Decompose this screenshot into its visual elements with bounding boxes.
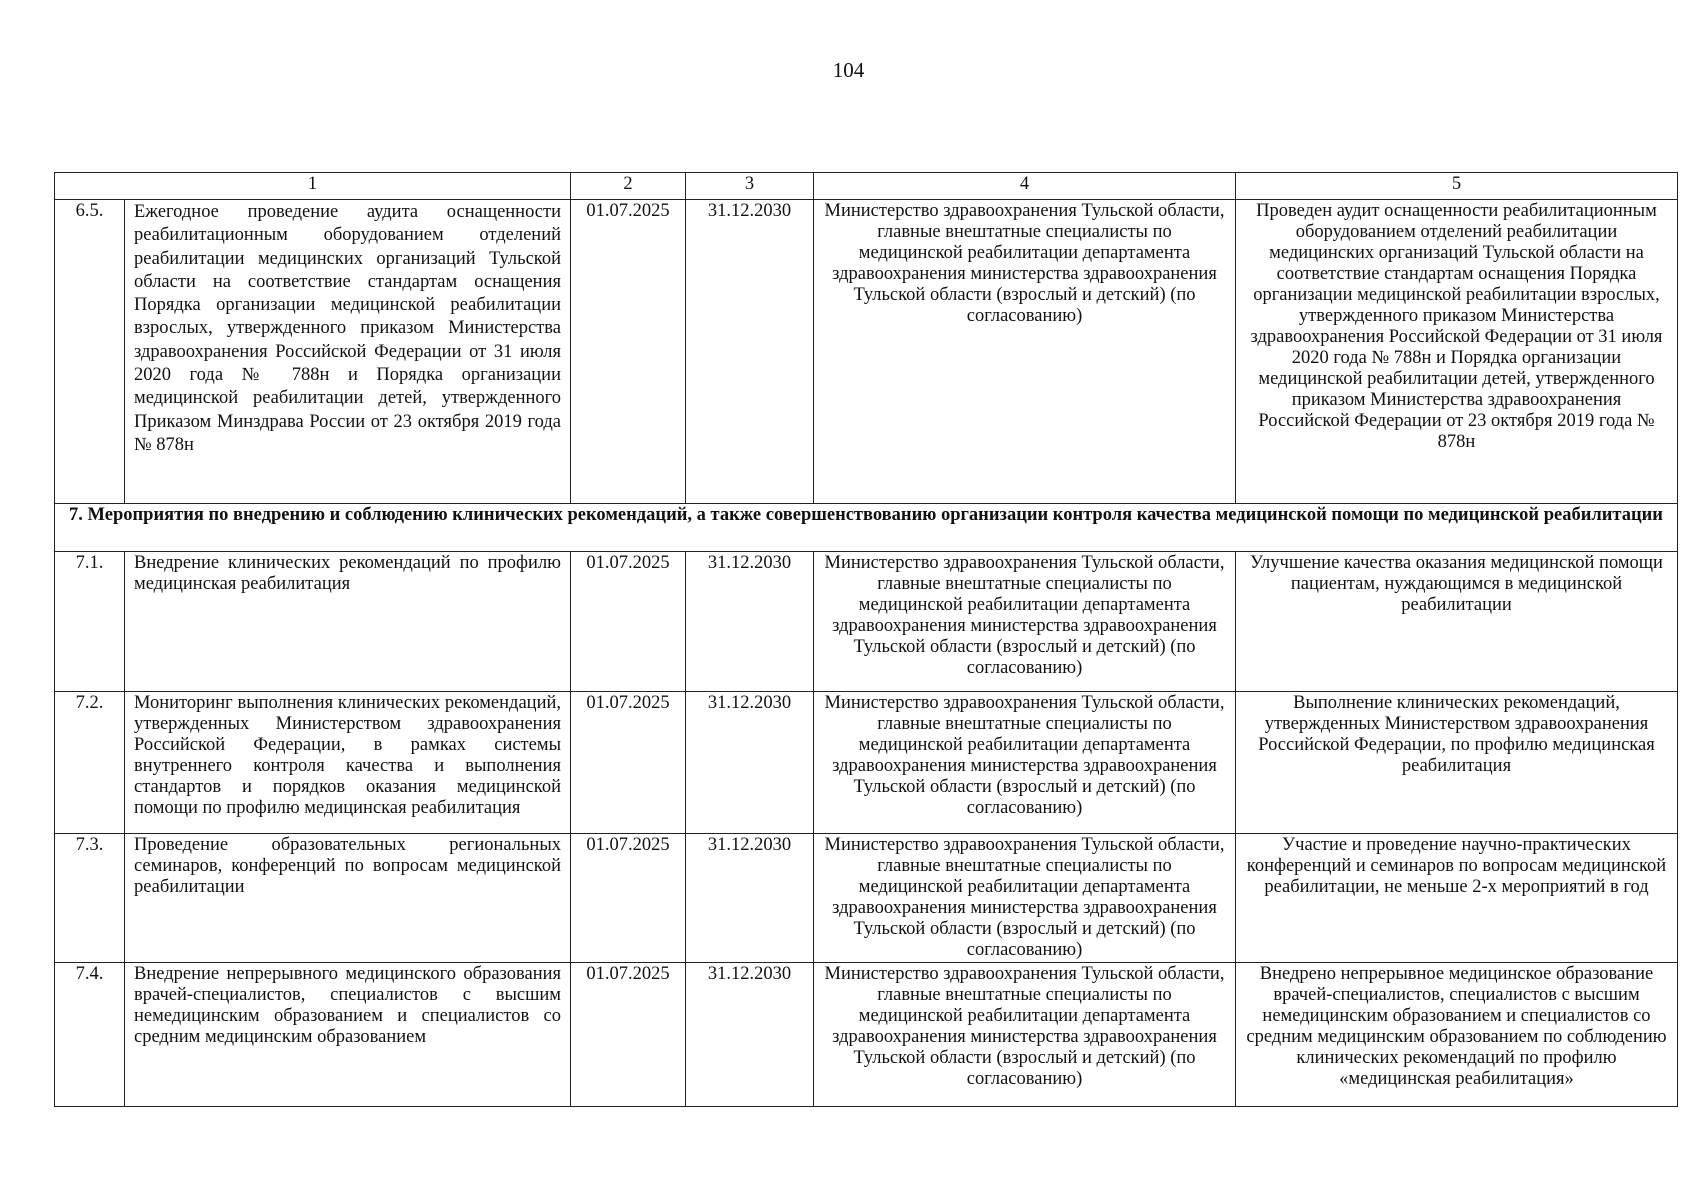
section-row — [55, 504, 1678, 552]
item-description: Внедрение клинических рекомендаций по профилю медицинская реабилитация — [125, 552, 571, 692]
column-header-row — [55, 173, 1678, 200]
page-number: 104 — [832, 58, 865, 82]
column-header-4: 4 — [814, 173, 1236, 200]
item-result: Выполнение клинических рекомендаций, утвержденных Министерством здравоохранения Российской Федерации, по профилю медицинская реабилитация — [1236, 692, 1678, 834]
item-result: Улучшение качества оказания медицинской помощи пациентам, нуждающимся в медицинской реабилитации — [1236, 552, 1678, 692]
item-executors: Министерство здравоохранения Тульской области, главные внештатные специалисты по медицинской реабилитации департамента здравоохранения министерства здравоохранения Тульской области (взрослый и детский) (по согласованию) — [814, 200, 1236, 504]
end-date: 31.12.2030 — [686, 834, 814, 963]
table-row — [55, 963, 1678, 1107]
column-header-1: 1 — [55, 173, 571, 200]
item-result: Внедрено непрерывное медицинское образование врачей-специалистов, специалистов с высшим немедицинским образованием и специалистов со средним медицинским образованием по соблюдению клинических рекомендаций по профилю «медицинская реабилитация» — [1236, 963, 1678, 1107]
item-executors: Министерство здравоохранения Тульской области, главные внештатные специалисты по медицинской реабилитации департамента здравоохранения министерства здравоохранения Тульской области (взрослый и детский) (по согласованию) — [814, 692, 1236, 834]
item-description: Проведение образовательных региональных семинаров, конференций по вопросам медицинской реабилитации — [125, 834, 571, 963]
item-number: 7.1. — [55, 552, 125, 692]
item-executors: Министерство здравоохранения Тульской области, главные внештатные специалисты по медицинской реабилитации департамента здравоохранения министерства здравоохранения Тульской области (взрослый и детский) (по согласованию) — [814, 834, 1236, 963]
item-number: 7.4. — [55, 963, 125, 1107]
end-date: 31.12.2030 — [686, 200, 814, 504]
start-date: 01.07.2025 — [571, 200, 686, 504]
section-title: 7. Мероприятия по внедрению и соблюдению клинических рекомендаций, а также совершенствованию организации контроля качества медицинской помощи по медицинской реабилитации — [55, 504, 1678, 552]
start-date: 01.07.2025 — [571, 834, 686, 963]
item-result: Участие и проведение научно-практических конференций и семинаров по вопросам медицинской реабилитации, не меньше 2-х мероприятий в год — [1236, 834, 1678, 963]
table-row — [55, 834, 1678, 963]
start-date: 01.07.2025 — [571, 692, 686, 834]
column-header-3: 3 — [686, 173, 814, 200]
table-row — [55, 552, 1678, 692]
item-result: Проведен аудит оснащенности реабилитационным оборудованием отделений реабилитации медицинских организаций Тульской области на соответствие стандартам оснащения Порядка организации медицинской реабилитации взрослых, утвержденного приказом Министерства здравоохранения Российской Федерации от 31 июля 2020 года № 788н и Порядка организации медицинской реабилитации детей, утвержденного приказом Министерства здравоохранения Российской Федерации от 23 октября 2019 года № 878н — [1236, 200, 1678, 504]
activities-table — [54, 172, 1678, 1107]
start-date: 01.07.2025 — [571, 963, 686, 1107]
end-date: 31.12.2030 — [686, 692, 814, 834]
end-date: 31.12.2030 — [686, 552, 814, 692]
item-description: Мониторинг выполнения клинических рекомендаций, утвержденных Министерством здравоохранения Российской Федерации, в рамках системы внутреннего контроля качества и выполнения стандартов и порядков оказания медицинской помощи по профилю медицинская реабилитация — [125, 692, 571, 834]
item-description: Внедрение непрерывного медицинского образования врачей-специалистов, специалистов с высшим немедицинским образованием и специалистов со средним медицинским образованием — [125, 963, 571, 1107]
table-row — [55, 692, 1678, 834]
column-header-5: 5 — [1236, 173, 1678, 200]
item-number: 7.2. — [55, 692, 125, 834]
table-row — [55, 200, 1678, 504]
end-date: 31.12.2030 — [686, 963, 814, 1107]
item-number: 6.5. — [55, 200, 125, 504]
start-date: 01.07.2025 — [571, 552, 686, 692]
item-description: Ежегодное проведение аудита оснащенности реабилитационным оборудованием отделений реабилитации медицинских организаций Тульской области на соответствие стандартам оснащения Порядка организации медицинской реабилитации взрослых, утвержденного приказом Министерства здравоохранения Российской Федерации от 31 июля 2020 года № 788н и Порядка организации медицинской реабилитации детей, утвержденного Приказом Минздрава России от 23 октября 2019 года № 878н — [125, 200, 571, 504]
item-number: 7.3. — [55, 834, 125, 963]
item-executors: Министерство здравоохранения Тульской области, главные внештатные специалисты по медицинской реабилитации департамента здравоохранения министерства здравоохранения Тульской области (взрослый и детский) (по согласованию) — [814, 552, 1236, 692]
item-executors: Министерство здравоохранения Тульской области, главные внештатные специалисты по медицинской реабилитации департамента здравоохранения министерства здравоохранения Тульской области (взрослый и детский) (по согласованию) — [814, 963, 1236, 1107]
column-header-2: 2 — [571, 173, 686, 200]
